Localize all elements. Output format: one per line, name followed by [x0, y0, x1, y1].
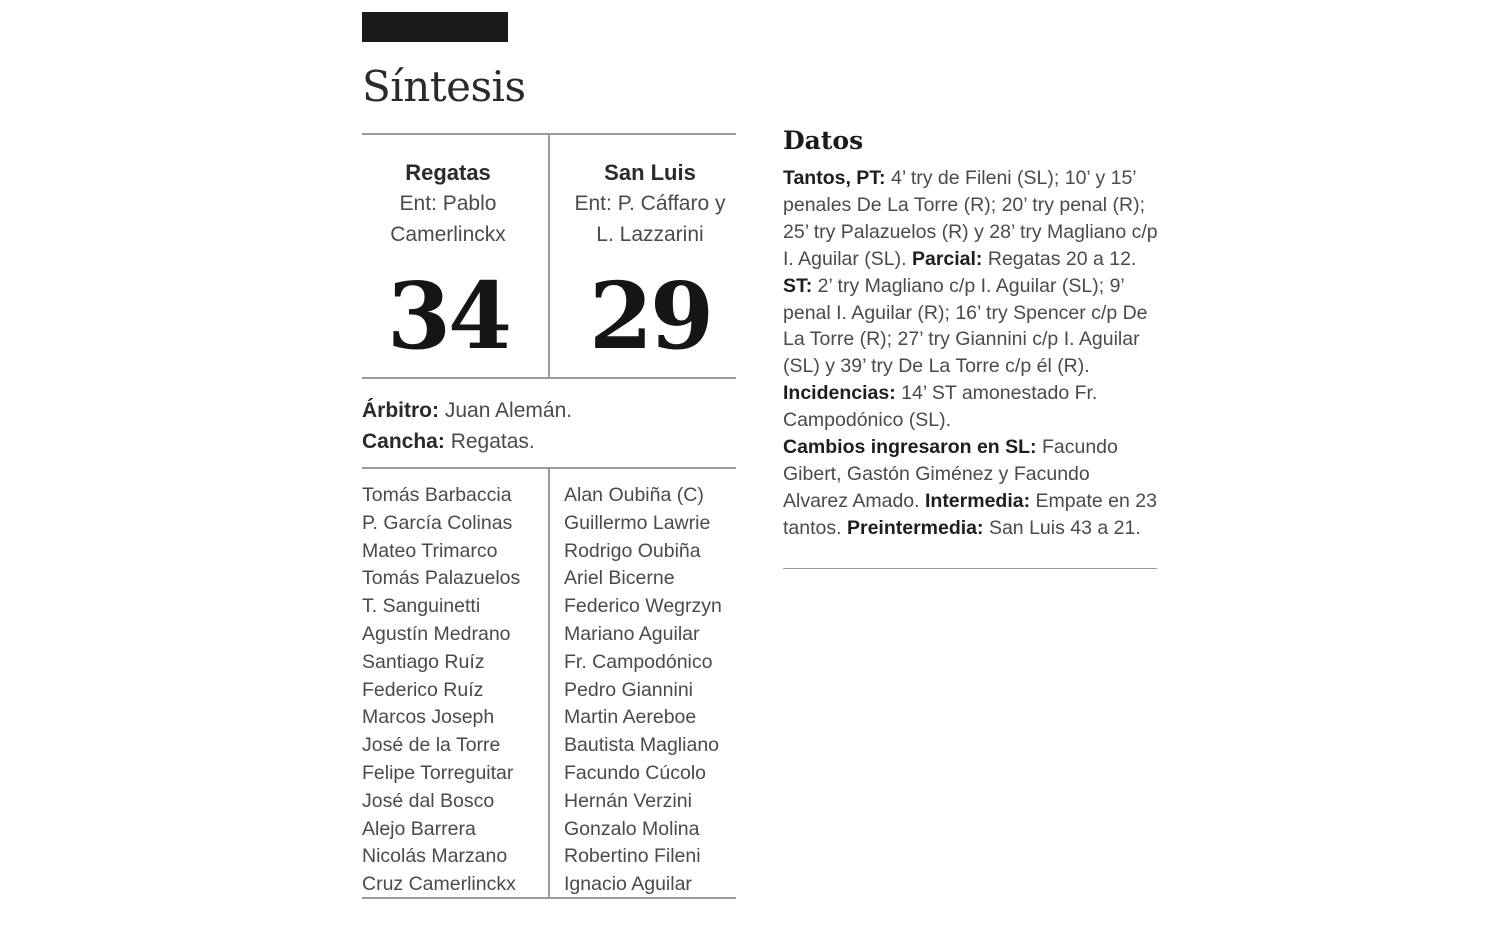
home-player: Felipe Torreguitar [362, 761, 514, 784]
home-team-coach-line2: Camerlinckx [390, 223, 506, 246]
st-text: 2’ try Magliano c/p I. Aguilar (SL); 9’ penal I. Aguilar (R); 16’ try Spencer c/p De La Torre (R); 27’ try Giannini c/p I. Aguilar (SL) y 39’ try De La Torre c/p él (R). [783, 274, 1148, 378]
away-team-name: San Luis [604, 160, 696, 185]
away-player: Gonzalo Molina [564, 817, 700, 840]
away-player: Ignacio Aguilar [564, 873, 692, 896]
home-player: Tomás Palazuelos [362, 567, 521, 590]
home-player: Mateo Trimarco [362, 539, 498, 562]
home-player: Cruz Camerlinckx [362, 873, 516, 896]
home-player: Santiago Ruíz [362, 650, 485, 673]
away-team [557, 0, 743, 250]
intermedia-text: Empate en 23 tantos. [783, 489, 1157, 539]
field-value: Regatas. [444, 430, 535, 453]
referee-label: Árbitro: [362, 399, 439, 422]
preintermedia-label: Preintermedia: [846, 516, 984, 539]
home-player: Alejo Barrera [362, 817, 476, 840]
referee-value: Juan Alemán. [439, 399, 573, 422]
home-team-coach-line1: Ent: Pablo [399, 192, 497, 215]
referee-line [362, 396, 572, 426]
away-player: Facundo Cúcolo [564, 761, 707, 784]
cambios-text: Facundo Gibert, Gastón Giménez y Facundo Alvarez Amado. [783, 436, 1118, 512]
away-player: Alan Oubiña (C) [564, 484, 704, 506]
away-player: Bautista Magliano [564, 734, 720, 757]
away-player: Pedro Giannini [564, 678, 693, 701]
field-line [362, 427, 535, 457]
parcial-text: Regatas 20 a 12. [982, 247, 1137, 270]
datos-body [783, 165, 1159, 542]
away-player: Robertino Fileni [564, 845, 701, 868]
tantos-text: 4’ try de Fileni (SL); 10’ y 15’ penales De La Torre (R); 20’ try penal (R); 25’ try Palazuelos (R) y 28’ try Magliano c/p I. Aguilar (SL). [783, 167, 1158, 270]
home-player: T. Sanguinetti [362, 595, 481, 618]
home-player: Federico Ruíz [362, 678, 484, 701]
away-player: Hernán Verzini [564, 789, 692, 812]
datos-heading: Datos [783, 126, 864, 155]
home-roster [362, 482, 520, 899]
preintermedia-text: San Luis 43 a 21. [983, 516, 1141, 539]
home-player: José dal Bosco [362, 789, 495, 812]
away-player: Rodrigo Oubiña [564, 539, 701, 562]
score-bottom-divider [362, 377, 736, 379]
home-player: P. García Colinas [362, 511, 513, 534]
intermedia-label: Intermedia: [924, 489, 1031, 512]
score-center-divider [548, 134, 550, 378]
home-team-name: Regatas [405, 160, 491, 185]
tantos-label: Tantos, PT: [783, 167, 886, 189]
away-team-coach-line1: Ent: P. Cáffaro y [574, 192, 726, 215]
incidencias-label: Incidencias: [783, 382, 896, 405]
away-player: Fr. Campodónico [564, 650, 713, 673]
away-player: Mariano Aguilar [564, 622, 700, 645]
away-roster [564, 482, 722, 899]
st-label: ST: [783, 274, 813, 297]
roster-center-divider [548, 468, 550, 898]
home-player: Agustín Medrano [362, 622, 511, 645]
home-player: Tomás Barbaccia [362, 484, 512, 506]
away-player: Ariel Bicerne [564, 567, 675, 590]
field-label: Cancha: [362, 430, 445, 453]
home-player: Nicolás Marzano [362, 845, 508, 868]
incidencias-text: 14’ ST amonestado Fr. Campodónico (SL). [783, 382, 1098, 432]
home-player: José de la Torre [362, 734, 501, 757]
cambios-label: Cambios ingresaron en SL: [783, 436, 1037, 459]
away-player: Federico Wegrzyn [564, 595, 722, 618]
away-score: 29 [588, 262, 712, 370]
away-player: Martin Aereboe [564, 706, 697, 729]
parcial-label: Parcial: [911, 247, 983, 270]
home-team [355, 0, 541, 250]
away-player: Guillermo Lawrie [564, 511, 711, 534]
home-score: 34 [386, 262, 510, 370]
away-team-coach-line2: L. Lazzarini [596, 223, 704, 246]
page-title: Síntesis [362, 62, 526, 111]
home-player: Marcos Joseph [362, 706, 495, 729]
datos-bottom-divider [783, 568, 1157, 569]
